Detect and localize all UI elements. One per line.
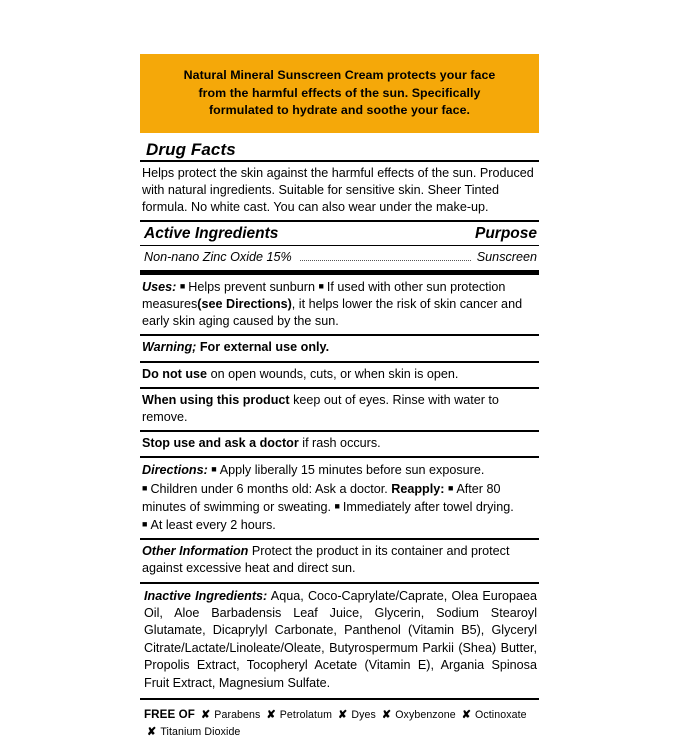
other-information-label: Other Information <box>142 544 248 558</box>
other-information-text: Protect the product in its container and protect against excessive heat and direct sun. <box>142 544 509 575</box>
intro-paragraph: Helps protect the skin against the harmful effects of the sun. Produced with natural ingredients. Suitable for sensitive skin. Sheer Tinted formula. No white cast. You can also wear under the make-up. <box>142 165 537 217</box>
inactive-ingredients-label: Inactive Ingredients: <box>144 589 267 603</box>
banner-line-3: formulated to hydrate and soothe your face. <box>162 102 517 120</box>
when-using-section <box>140 389 539 432</box>
cross-icon: ✘ <box>144 724 157 741</box>
free-of-item: Oxybenzone <box>395 707 455 724</box>
cross-icon: ✘ <box>459 707 472 724</box>
warning-paragraph <box>142 339 537 356</box>
inactive-ingredients-text: Aqua, Coco-Caprylate/Caprate, Olea Europaea Oil, Aloe Barbadensis Leaf Juice, Glycerin, Sodium Stearoyl Glutamate, Dicaprylyl Carbonate, Panthenol (Vitamin B5), Glyceryl Citrate/Lactate/Linoleate/Oleate, Butyrospermum Parkii (Shea) Butter, Propolis Extract, Tocopheryl Acetate (Vitamin E), Argania Spinosa Fruit Extract, Magnesium Sulfate. <box>144 589 537 690</box>
do-not-use-section <box>140 363 539 389</box>
do-not-use-text: on open wounds, cuts, or when skin is open. <box>211 367 459 381</box>
uses-label: Uses: <box>142 280 176 294</box>
when-using-label: When using this product <box>142 393 290 407</box>
active-ingredient-name: Non-nano Zinc Oxide 15% <box>144 249 292 266</box>
active-ingredients-header <box>140 222 539 245</box>
directions-item-3: ■ After 80 minutes of swimming or sweating. <box>142 482 501 514</box>
intro-text <box>140 162 539 223</box>
free-of-label: FREE OF <box>144 706 195 723</box>
directions-label: Directions: <box>142 463 208 477</box>
active-ingredient-purpose: Sunscreen <box>477 249 537 266</box>
uses-item-2-pre: ■ If used with other sun protection measures <box>142 280 505 311</box>
do-not-use-label: Do not use <box>142 367 207 381</box>
free-of-item: Parabens <box>214 707 260 724</box>
warning-text: For external use only. <box>200 340 329 354</box>
uses-paragraph <box>142 278 537 331</box>
directions-section <box>140 458 539 540</box>
cross-icon: ✘ <box>198 707 211 724</box>
banner-line-1: Natural Mineral Sunscreen Cream protects your face <box>162 67 517 85</box>
active-ingredients-label: Active Ingredients <box>144 225 278 242</box>
directions-reapply-label: Reapply: <box>391 482 444 496</box>
free-of-item: Petrolatum <box>280 707 332 724</box>
banner-line-2: from the harmful effects of the sun. Specifically <box>162 85 517 103</box>
cross-icon: ✘ <box>379 707 392 724</box>
uses-item-1: ■ Helps prevent sunburn <box>180 280 315 294</box>
warning-label: Warning; <box>142 340 196 354</box>
cross-icon: ✘ <box>263 707 276 724</box>
stop-use-text: if rash occurs. <box>302 436 380 450</box>
do-not-use-paragraph <box>142 366 537 383</box>
stop-use-section <box>140 432 539 458</box>
uses-section <box>140 275 539 337</box>
active-ingredient-row <box>140 246 539 275</box>
directions-item-4: ■ Immediately after towel drying. <box>334 500 513 514</box>
when-using-paragraph <box>142 392 537 426</box>
stop-use-paragraph <box>142 435 537 452</box>
inactive-ingredients-paragraph <box>144 588 537 692</box>
marketing-banner <box>140 54 539 133</box>
other-information-section <box>140 540 539 583</box>
free-of-item: Titanium Dioxide <box>160 724 240 741</box>
warning-section <box>140 336 539 362</box>
uses-item-2-post: , it helps lower the risk of skin cancer and early skin aging caused by the sun. <box>142 297 522 328</box>
uses-see-directions: (see Directions) <box>197 297 291 311</box>
inactive-ingredients-section <box>140 584 539 700</box>
drug-facts-title: Drug Facts <box>140 141 539 162</box>
directions-item-1: ■ Apply liberally 15 minutes before sun exposure. <box>211 463 484 477</box>
directions-item-2: ■ Children under 6 months old: Ask a doctor. <box>142 482 388 496</box>
when-using-text: keep out of eyes. Rinse with water to remove. <box>142 393 499 424</box>
directions-item-5: ■ At least every 2 hours. <box>142 518 276 532</box>
drug-facts-panel <box>140 141 539 741</box>
purpose-label: Purpose <box>475 225 537 242</box>
leader-dots <box>300 259 471 261</box>
other-information-paragraph <box>142 543 537 577</box>
free-of-item: Octinoxate <box>475 707 527 724</box>
free-of-row <box>140 700 539 741</box>
stop-use-label: Stop use and ask a doctor <box>142 436 299 450</box>
free-of-item: Dyes <box>351 707 376 724</box>
directions-paragraph <box>142 461 537 534</box>
cross-icon: ✘ <box>335 707 348 724</box>
